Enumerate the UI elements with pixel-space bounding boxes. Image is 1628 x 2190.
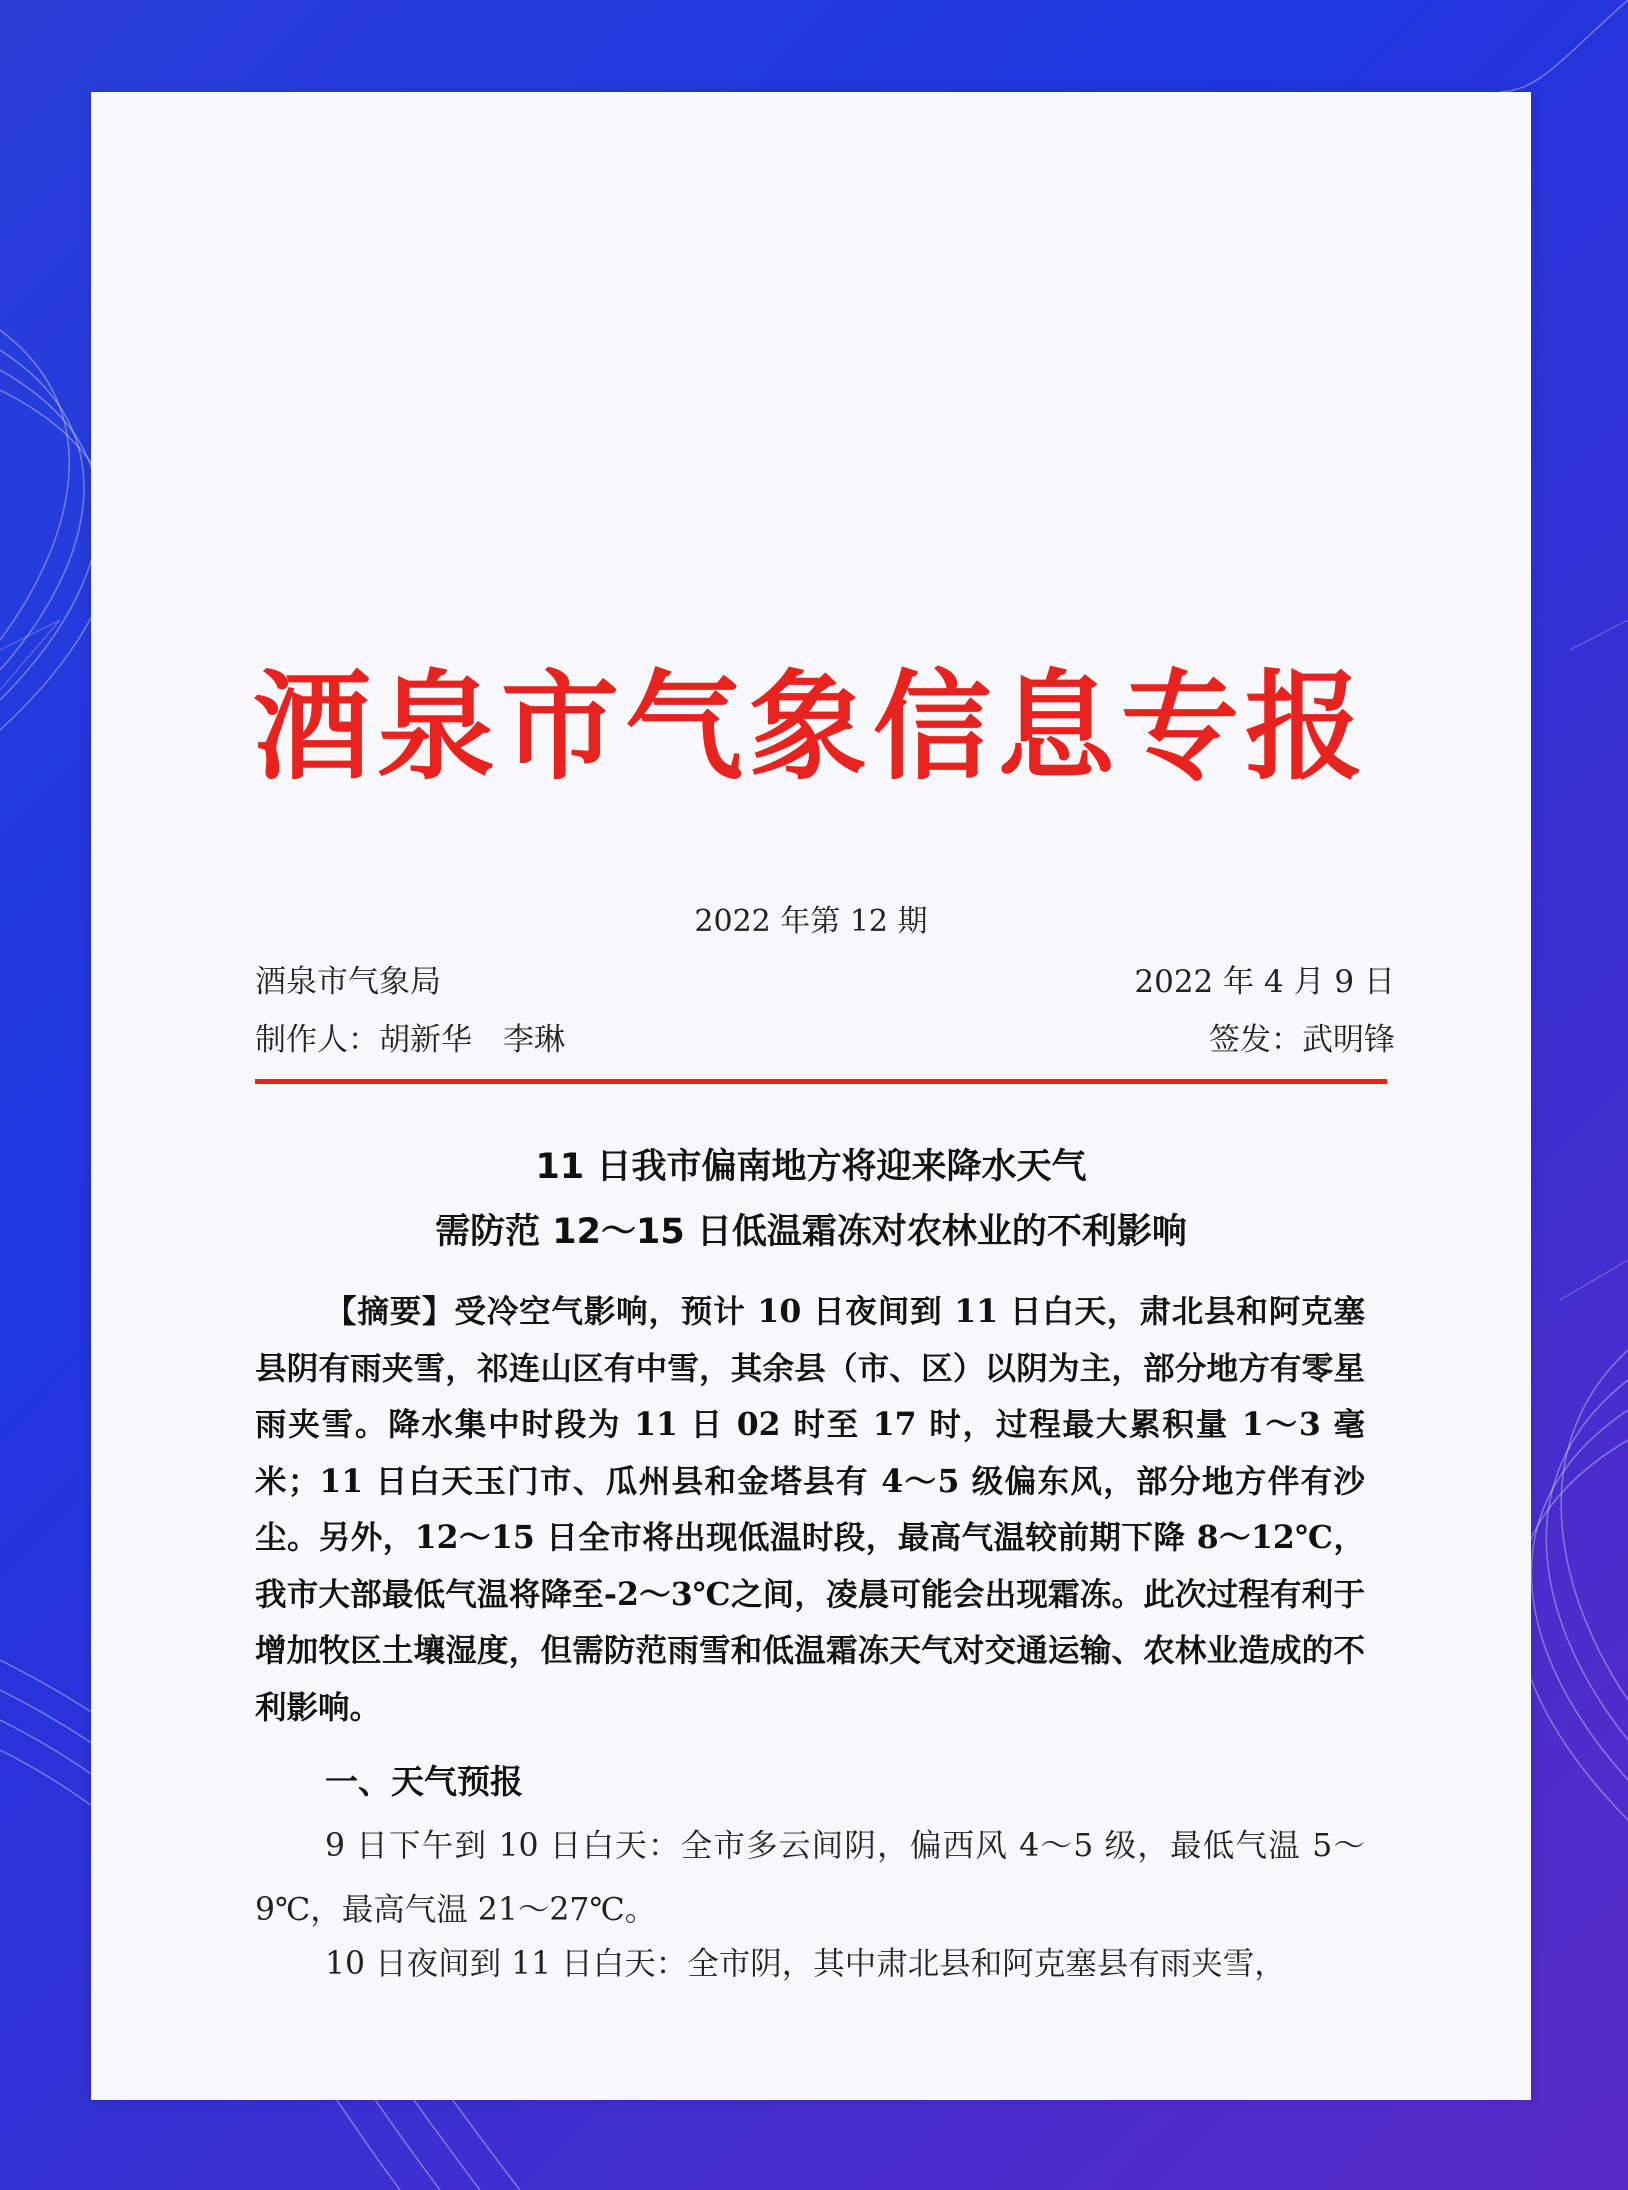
signer: 签发：武明锋 bbox=[1209, 1022, 1395, 1058]
forecast-paragraph-2: 10 日夜间到 11 日白天：全市阴，其中肃北县和阿克塞县有雨夹雪， bbox=[325, 1946, 1286, 1982]
authors: 制作人：胡新华 李琳 bbox=[255, 1022, 565, 1058]
headline-line-1: 11 日我市偏南地方将迎来降水天气 bbox=[535, 1147, 1087, 1187]
document-page bbox=[91, 92, 1531, 2100]
issue-number: 2022 年第 12 期 bbox=[694, 904, 928, 939]
summary-paragraph: 【摘要】受冷空气影响，预计 10 日夜间到 11 日白天，肃北县和阿克塞县阴有雨夹雪，祁连山区有中雪，其余县（市、区）以阴为主，部分地方有零星雨夹雪。降水集中时段为 11 日 02 时至 17 时，过程最大累积量 1～3 毫米；11 日白天玉门市、瓜州县和金塔县有 4～5 级偏东风，部分地方伴有沙尘。另外，12～15 日全市将出现低温时段，最高气温较前期下降 8～12℃，我市大部最低气温将降至-2～3℃之间，凌晨可能会出现霜冻。此次过程有利于增加牧区土壤湿度，但需防范雨雪和低温霜冻天气对交通运输、农林业造成的不利影响。 bbox=[255, 1293, 1365, 1726]
forecast-paragraph-1: 9 日下午到 10 日白天：全市多云间阴，偏西风 4～5 级，最低气温 5～9℃，最高气温 21～27℃。 bbox=[255, 1828, 1365, 1928]
section-title: 一、天气预报 bbox=[325, 1762, 523, 1801]
masthead-title: 酒泉市气象信息专报 bbox=[252, 658, 1369, 796]
headline-line-2: 需防范 12～15 日低温霜冻对农林业的不利影响 bbox=[435, 1212, 1187, 1252]
red-divider bbox=[255, 1079, 1387, 1084]
issue-date: 2022 年 4 月 9 日 bbox=[1134, 964, 1395, 1000]
agency-name: 酒泉市气象局 bbox=[255, 964, 441, 1000]
